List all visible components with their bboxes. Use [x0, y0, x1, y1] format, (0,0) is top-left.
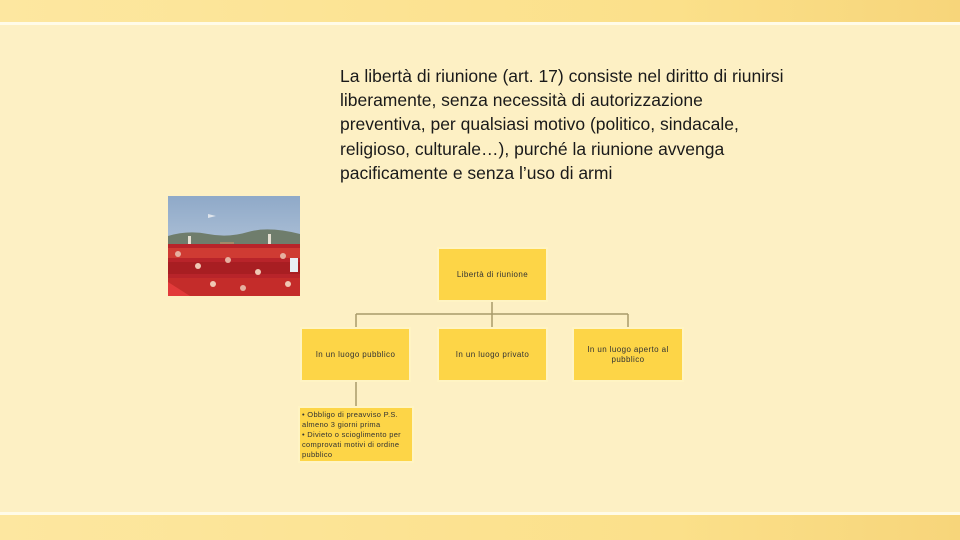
diagram-node-public-label: In un luogo pubblico — [315, 349, 396, 359]
diagram-node-private-label: In un luogo privato — [455, 349, 530, 359]
diagram-note-line: • Divieto o scioglimento per comprovati motivi di ordine pubblico — [302, 430, 401, 459]
diagram-node-public — [300, 327, 411, 382]
diagram-node-private — [437, 327, 548, 382]
diagram-node-open-to-public-label: In un luogo aperto al pubblico — [587, 344, 669, 364]
diagram-note-line: • Obbligo di preavviso P.S. almeno 3 giorni prima — [302, 410, 399, 429]
main-text: La libertà di riunione (art. 17) consiste nel diritto di riunirsi liberamente, senza necessità di autorizzazione preventiva, per qualsiasi motivo (politico, sindacale, religioso, culturale…), purché la riunione avvenga pacificamente e senza l’uso di armi — [340, 66, 784, 183]
bottom-band — [0, 515, 960, 540]
diagram-root-label: Libertà di riunione — [456, 269, 529, 279]
diagram-root-box — [437, 247, 548, 302]
diagram-node-open-to-public — [572, 327, 684, 382]
diagram-note-box — [298, 406, 414, 463]
